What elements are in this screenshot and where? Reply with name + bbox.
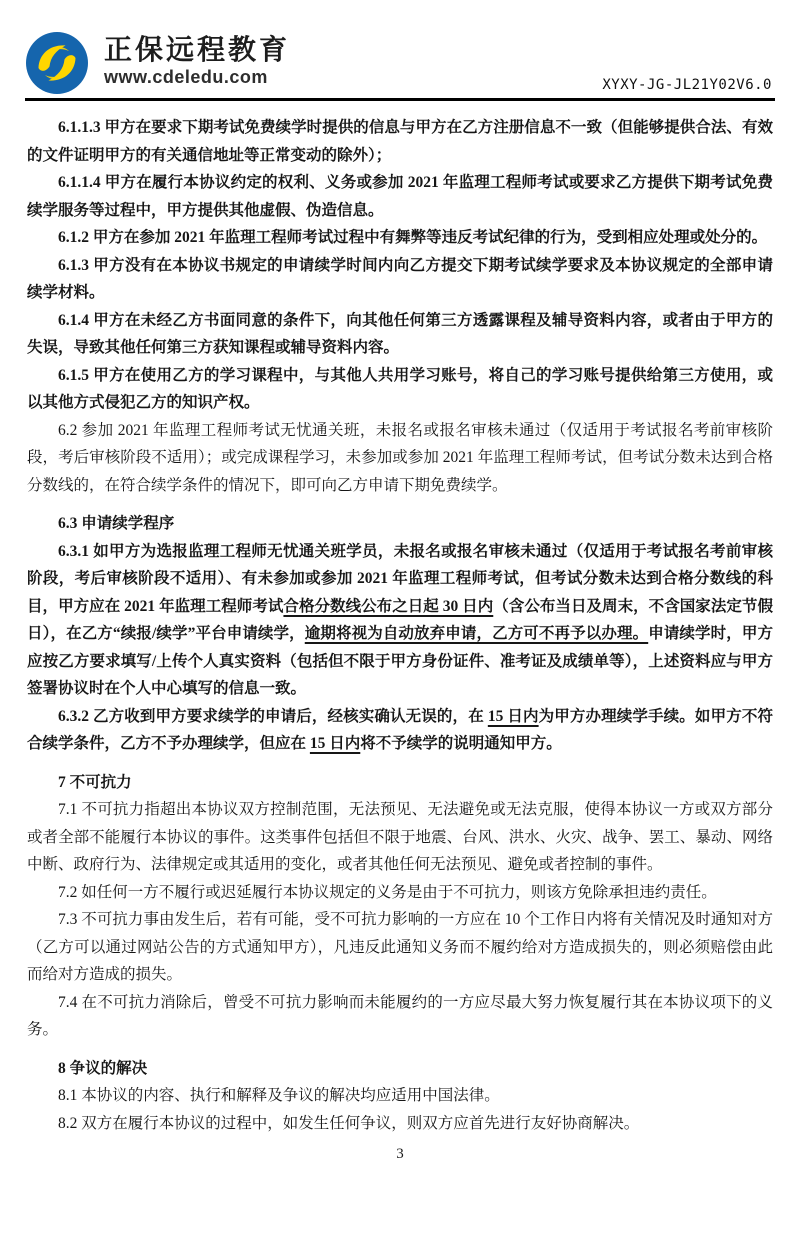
underlined-text: 逾期将视为自动放弃申请，乙方可不再予以办理。: [304, 625, 649, 642]
page-footer: [0, 1146, 800, 1163]
document-code: XYXY-JG-JL21Y02V6.0: [602, 77, 772, 93]
text-run: （含公布当日及周末，不含国家法定节假日），在乙方“续报/续学”平台申请续学，: [27, 597, 773, 642]
text-run: 6.1.2 甲方在参加 2021 年监理工程师考试过程中有舞弊等违反考试纪律的行为，受到相应处理或处分的。: [58, 229, 768, 246]
clause-6-1-4: [27, 307, 773, 362]
text-run: 6.2 参加 2021 年监理工程师考试无忧通关班，未报名或报名审核未通过（仅适用于考试报名考前审核阶段，考后审核阶段不适用）；或完成课程学习，未参加或参加 2021 年监理工程师考试，但考试分数未达到合格分数线的，在符合续学条件的情况下，即可向乙方申请下期免费续学。: [27, 421, 773, 494]
clause-8-1: [27, 1082, 773, 1110]
text-run: 为甲方办理续学手续。如甲方不符合续学条件，乙方不予办理续学，但应在: [27, 707, 773, 752]
clause-6-1-3: [27, 252, 773, 307]
text-run: 8 争议的解决: [58, 1059, 148, 1077]
clause-6-2: [27, 417, 773, 500]
text-run: 7.3 不可抗力事由发生后，若有可能，受不可抗力影响的一方应在 10 个工作日内将有关情况及时通知对方（乙方可以通过网站公告的方式通知甲方），凡违反此通知义务而不履约给对方造成损失的，则必须赔偿由此而给对方造成的损失。: [27, 911, 773, 983]
clause-6-3-2: [27, 703, 773, 758]
heading-8: [27, 1055, 773, 1083]
clause-7-2: [27, 879, 773, 907]
text-run: 8.2 双方在履行本协议的过程中，如发生任何争议，则双方应首先进行友好协商解决。: [58, 1114, 640, 1132]
clause-6-1-1-3: [27, 114, 773, 169]
underlined-text: 15 日内: [487, 707, 539, 725]
text-run: 将不予续学的说明通知甲方。: [360, 735, 562, 752]
clause-6-1-5: [27, 362, 773, 417]
document-body: [27, 114, 773, 1137]
underlined-text: 合格分数线公布之日起 30 日内: [283, 597, 494, 615]
brand-url: www.cdeledu.com: [104, 67, 268, 88]
text-run: 7.2 如任何一方不履行或迟延履行本协议规定的义务是由于不可抗力，则该方免除承担违约责任。: [58, 883, 717, 901]
text-run: 6.3 申请续学程序: [58, 515, 175, 532]
heading-6-3: [27, 510, 773, 538]
brand-logo-icon: [25, 31, 89, 95]
clause-8-2: [27, 1110, 773, 1138]
page-number: 3: [396, 1146, 404, 1162]
text-run: 6.1.3 甲方没有在本协议书规定的申请续学时间内向乙方提交下期考试续学要求及本协议规定的全部申请续学材料。: [27, 256, 773, 301]
underlined-text: 15 日内: [309, 735, 361, 752]
text-run: 6.3.2 乙方收到甲方要求续学的申请后，经核实确认无误的，在: [58, 707, 488, 725]
text-run: 申请续学时，甲方应按乙方要求填写/上传个人真实资料（包括但不限于甲方身份证件、准考证及成绩单等），上述资料应与甲方签署协议时在个人中心填写的信息一致。: [27, 625, 773, 697]
text-run: 7 不可抗力: [58, 773, 132, 791]
clause-7-4: [27, 989, 773, 1044]
clause-6-3-1: [27, 538, 773, 703]
text-run: 7.4 在不可抗力消除后，曾受不可抗力影响而未能履约的一方应尽最大努力恢复履行其在本协议项下的义务。: [27, 993, 773, 1038]
text-run: 7.1 不可抗力指超出本协议双方控制范围，无法预见、无法避免或无法克服，使得本协议一方或双方部分或者全部不能履行本协议的事件。这类事件包括但不限于地震、台风、洪水、火灾、战争、罢工、暴动、网络中断、政府行为、法律规定或其适用的变化，或者其他任何无法预见、避免或者控制的事件。: [27, 801, 773, 873]
page-header: [25, 31, 775, 101]
text-run: 6.1.1.3 甲方在要求下期考试免费续学时提供的信息与甲方在乙方注册信息不一致（但能够提供合法、有效的文件证明甲方的有关通信地址等正常变动的除外）；: [27, 119, 773, 164]
clause-7-1: [27, 796, 773, 879]
brand-name: 正保远程教育: [104, 34, 291, 65]
text-run: 6.1.1.4 甲方在履行本协议约定的权利、义务或参加 2021 年监理工程师考试或要求乙方提供下期考试免费续学服务等过程中，甲方提供其他虚假、伪造信息。: [27, 174, 773, 219]
clause-6-1-2: [27, 224, 773, 252]
clause-7-3: [27, 906, 773, 989]
text-run: 8.1 本协议的内容、执行和解释及争议的解决均应适用中国法律。: [58, 1087, 500, 1104]
brand-text-block: [104, 34, 290, 88]
text-run: 6.1.5 甲方在使用乙方的学习课程中，与其他人共用学习账号，将自己的学习账号提供给第三方使用，或以其他方式侵犯乙方的知识产权。: [27, 366, 773, 411]
heading-7: [27, 769, 773, 797]
clause-6-1-1-4: [27, 169, 773, 224]
text-run: 6.3.1 如甲方为选报监理工程师无忧通关班学员，未报名或报名审核未通过（仅适用于考试报名考前审核阶段，考后审核阶段不适用）、有未参加或参加 2021 年监理工程师考试，但考试分数未达到合格分数线的科目，甲方应在 2021 年监理工程师考试: [27, 542, 773, 615]
text-run: 6.1.4 甲方在未经乙方书面同意的条件下，向其他任何第三方透露课程及辅导资料内容，或者由于甲方的失误，导致其他任何第三方获知课程或辅导资料内容。: [27, 311, 773, 356]
